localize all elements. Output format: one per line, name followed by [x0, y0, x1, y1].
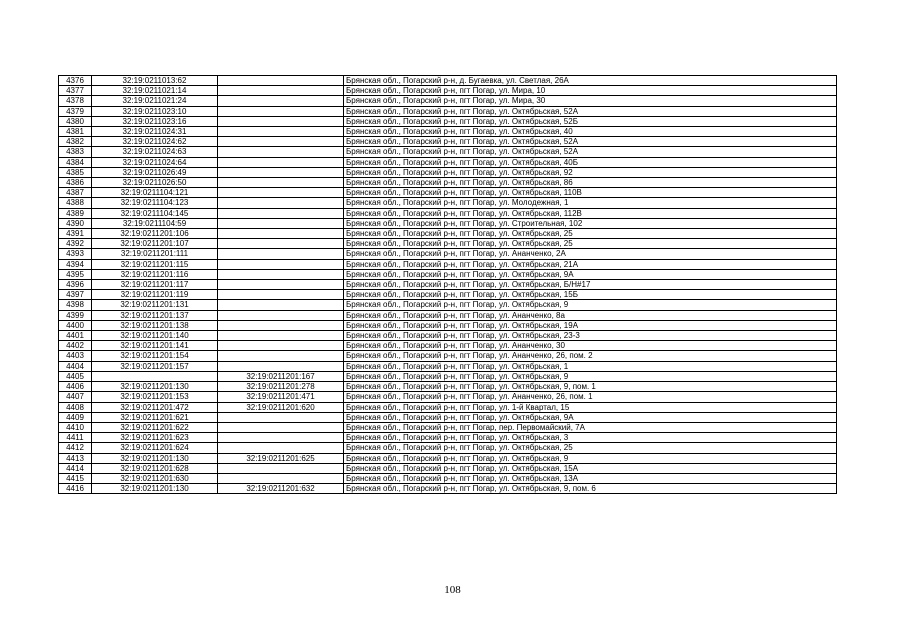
table-row	[59, 361, 837, 371]
row-number-cell: 4403	[59, 351, 92, 361]
cadastral-number-cell: 32:19:0211201:130	[92, 382, 218, 392]
row-number-cell: 4409	[59, 412, 92, 422]
linked-cadastral-number-cell	[218, 218, 344, 228]
row-number-cell: 4411	[59, 433, 92, 443]
table-row	[59, 116, 837, 126]
cadastral-number-cell: 32:19:0211201:628	[92, 463, 218, 473]
address-cell: Брянская обл., Погарский р-н, пгт Погар, ул. Октябрьская, 21А	[344, 259, 837, 269]
row-number-cell: 4396	[59, 280, 92, 290]
table-body	[59, 76, 837, 494]
cadastral-number-cell: 32:19:0211104:121	[92, 188, 218, 198]
address-cell: Брянская обл., Погарский р-н, пгт Погар, ул. Октябрьская, 9, пом. 1	[344, 382, 837, 392]
row-number-cell: 4379	[59, 106, 92, 116]
table-row	[59, 280, 837, 290]
row-number-cell: 4414	[59, 463, 92, 473]
row-number-cell: 4393	[59, 249, 92, 259]
linked-cadastral-number-cell	[218, 198, 344, 208]
cadastral-number-cell: 32:19:0211201:153	[92, 392, 218, 402]
cadastral-number-cell: 32:19:0211104:123	[92, 198, 218, 208]
row-number-cell: 4392	[59, 239, 92, 249]
table-row	[59, 218, 837, 228]
cadastral-number-cell: 32:19:0211024:62	[92, 137, 218, 147]
address-cell: Брянская обл., Погарский р-н, пгт Погар, ул. Молодежная, 1	[344, 198, 837, 208]
cadastral-number-cell: 32:19:0211201:623	[92, 433, 218, 443]
table-row	[59, 239, 837, 249]
address-cell: Брянская обл., Погарский р-н, пгт Погар, ул. Октябрьская, 19А	[344, 320, 837, 330]
cadastral-number-cell: 32:19:0211201:621	[92, 412, 218, 422]
address-cell: Брянская обл., Погарский р-н, пгт Погар, ул. Октябрьская, 52А	[344, 106, 837, 116]
table-row	[59, 402, 837, 412]
address-cell: Брянская обл., Погарский р-н, пгт Погар, ул. Октябрьская, 1	[344, 361, 837, 371]
address-cell: Брянская обл., Погарский р-н, д. Бугаевка, ул. Светлая, 26А	[344, 76, 837, 86]
linked-cadastral-number-cell	[218, 86, 344, 96]
linked-cadastral-number-cell	[218, 178, 344, 188]
table-row	[59, 310, 837, 320]
cadastral-number-cell: 32:19:0211201:130	[92, 484, 218, 494]
table-row	[59, 371, 837, 381]
cadastral-number-cell: 32:19:0211201:117	[92, 280, 218, 290]
cadastral-number-cell: 32:19:0211104:59	[92, 218, 218, 228]
address-cell: Брянская обл., Погарский р-н, пгт Погар, ул. Октябрьская, 9А	[344, 269, 837, 279]
linked-cadastral-number-cell	[218, 239, 344, 249]
table-row	[59, 178, 837, 188]
cadastral-number-cell: 32:19:0211024:64	[92, 157, 218, 167]
row-number-cell: 4395	[59, 269, 92, 279]
row-number-cell: 4394	[59, 259, 92, 269]
table-row	[59, 188, 837, 198]
page-number: 108	[444, 584, 461, 596]
linked-cadastral-number-cell	[218, 188, 344, 198]
table-row	[59, 300, 837, 310]
cadastral-number-cell: 32:19:0211201:140	[92, 331, 218, 341]
cadastral-number-cell: 32:19:0211201:130	[92, 453, 218, 463]
address-cell: Брянская обл., Погарский р-н, пгт Погар, ул. Октябрьская, 52А	[344, 147, 837, 157]
row-number-cell: 4399	[59, 310, 92, 320]
address-cell: Брянская обл., Погарский р-н, пгт Погар, ул. Октябрьская, 25	[344, 239, 837, 249]
table-row	[59, 198, 837, 208]
address-cell: Брянская обл., Погарский р-н, пгт Погар, ул. Октябрьская, 112В	[344, 208, 837, 218]
table-row	[59, 76, 837, 86]
row-number-cell: 4390	[59, 218, 92, 228]
row-number-cell: 4388	[59, 198, 92, 208]
linked-cadastral-number-cell	[218, 269, 344, 279]
row-number-cell: 4376	[59, 76, 92, 86]
address-cell: Брянская обл., Погарский р-н, пгт Погар, ул. Ананченко, 2А	[344, 249, 837, 259]
cadastral-number-cell: 32:19:0211023:10	[92, 106, 218, 116]
linked-cadastral-number-cell	[218, 157, 344, 167]
cadastral-number-cell: 32:19:0211026:50	[92, 178, 218, 188]
row-number-cell: 4377	[59, 86, 92, 96]
address-cell: Брянская обл., Погарский р-н, пгт Погар, пер. Первомайский, 7А	[344, 422, 837, 432]
address-cell: Брянская обл., Погарский р-н, пгт Погар, ул. Октябрьская, 3	[344, 433, 837, 443]
linked-cadastral-number-cell	[218, 290, 344, 300]
table-row	[59, 433, 837, 443]
row-number-cell: 4402	[59, 341, 92, 351]
table-row	[59, 412, 837, 422]
linked-cadastral-number-cell	[218, 351, 344, 361]
cadastral-number-cell: 32:19:0211013:62	[92, 76, 218, 86]
cadastral-number-cell: 32:19:0211201:137	[92, 310, 218, 320]
linked-cadastral-number-cell	[218, 463, 344, 473]
address-cell: Брянская обл., Погарский р-н, пгт Погар, ул. Ананченко, 30	[344, 341, 837, 351]
table-row	[59, 106, 837, 116]
linked-cadastral-number-cell	[218, 443, 344, 453]
cadastral-number-cell: 32:19:0211201:116	[92, 269, 218, 279]
address-cell: Брянская обл., Погарский р-н, пгт Погар, ул. Октябрьская, 40	[344, 127, 837, 137]
address-cell: Брянская обл., Погарский р-н, пгт Погар, ул. Строительная, 102	[344, 218, 837, 228]
address-cell: Брянская обл., Погарский р-н, пгт Погар, ул. Ананченко, 8а	[344, 310, 837, 320]
row-number-cell: 4385	[59, 167, 92, 177]
row-number-cell: 4408	[59, 402, 92, 412]
row-number-cell: 4416	[59, 484, 92, 494]
address-cell: Брянская обл., Погарский р-н, пгт Погар, ул. Октябрьская, 52А	[344, 137, 837, 147]
linked-cadastral-number-cell	[218, 106, 344, 116]
linked-cadastral-number-cell	[218, 341, 344, 351]
linked-cadastral-number-cell: 32:19:0211201:625	[218, 453, 344, 463]
table-row	[59, 290, 837, 300]
linked-cadastral-number-cell	[218, 127, 344, 137]
address-cell: Брянская обл., Погарский р-н, пгт Погар, ул. Октябрьская, 13А	[344, 473, 837, 483]
address-cell: Брянская обл., Погарский р-н, пгт Погар, ул. Октябрьская, 86	[344, 178, 837, 188]
address-cell: Брянская обл., Погарский р-н, пгт Погар, ул. Октябрьская, 40Б	[344, 157, 837, 167]
row-number-cell: 4404	[59, 361, 92, 371]
row-number-cell: 4387	[59, 188, 92, 198]
cadastral-number-cell: 32:19:0211104:145	[92, 208, 218, 218]
row-number-cell: 4412	[59, 443, 92, 453]
cadastral-number-cell: 32:19:0211201:131	[92, 300, 218, 310]
linked-cadastral-number-cell	[218, 229, 344, 239]
linked-cadastral-number-cell	[218, 208, 344, 218]
table-row	[59, 463, 837, 473]
table-row	[59, 453, 837, 463]
row-number-cell: 4406	[59, 382, 92, 392]
row-number-cell: 4401	[59, 331, 92, 341]
linked-cadastral-number-cell: 32:19:0211201:471	[218, 392, 344, 402]
linked-cadastral-number-cell	[218, 116, 344, 126]
cadastral-number-cell: 32:19:0211201:141	[92, 341, 218, 351]
table-row	[59, 249, 837, 259]
row-number-cell: 4400	[59, 320, 92, 330]
row-number-cell: 4397	[59, 290, 92, 300]
address-cell: Брянская обл., Погарский р-н, пгт Погар, ул. Октябрьская, 110В	[344, 188, 837, 198]
address-cell: Брянская обл., Погарский р-н, пгт Погар, ул. Ананченко, 26, пом. 2	[344, 351, 837, 361]
address-cell: Брянская обл., Погарский р-н, пгт Погар, ул. Октябрьская, 9, пом. 6	[344, 484, 837, 494]
linked-cadastral-number-cell	[218, 259, 344, 269]
table-row	[59, 484, 837, 494]
address-cell: Брянская обл., Погарский р-н, пгт Погар, ул. Октябрьская, 15Б	[344, 290, 837, 300]
cadastral-number-cell: 32:19:0211023:16	[92, 116, 218, 126]
table-row	[59, 392, 837, 402]
linked-cadastral-number-cell	[218, 137, 344, 147]
cadastral-number-cell: 32:19:0211026:49	[92, 167, 218, 177]
row-number-cell: 4380	[59, 116, 92, 126]
linked-cadastral-number-cell	[218, 300, 344, 310]
linked-cadastral-number-cell	[218, 422, 344, 432]
row-number-cell: 4398	[59, 300, 92, 310]
table-row	[59, 443, 837, 453]
row-number-cell: 4378	[59, 96, 92, 106]
linked-cadastral-number-cell	[218, 96, 344, 106]
table-row	[59, 229, 837, 239]
linked-cadastral-number-cell: 32:19:0211201:620	[218, 402, 344, 412]
address-cell: Брянская обл., Погарский р-н, пгт Погар, ул. 1-й Квартал, 15	[344, 402, 837, 412]
cadastral-number-cell: 32:19:0211201:630	[92, 473, 218, 483]
table-row	[59, 147, 837, 157]
row-number-cell: 4407	[59, 392, 92, 402]
linked-cadastral-number-cell	[218, 320, 344, 330]
address-cell: Брянская обл., Погарский р-н, пгт Погар, ул. Октябрьская, 9	[344, 453, 837, 463]
table-row	[59, 208, 837, 218]
table-row	[59, 157, 837, 167]
linked-cadastral-number-cell	[218, 473, 344, 483]
address-cell: Брянская обл., Погарский р-н, пгт Погар, ул. Мира, 10	[344, 86, 837, 96]
address-cell: Брянская обл., Погарский р-н, пгт Погар, ул. Ананченко, 26, пом. 1	[344, 392, 837, 402]
cadastral-number-cell: 32:19:0211201:107	[92, 239, 218, 249]
cadastral-number-cell: 32:19:0211021:14	[92, 86, 218, 96]
linked-cadastral-number-cell	[218, 361, 344, 371]
linked-cadastral-number-cell	[218, 280, 344, 290]
cadastral-number-cell: 32:19:0211201:138	[92, 320, 218, 330]
cadastral-number-cell: 32:19:0211201:119	[92, 290, 218, 300]
linked-cadastral-number-cell	[218, 412, 344, 422]
address-cell: Брянская обл., Погарский р-н, пгт Погар, ул. Октябрьская, Б/Н#17	[344, 280, 837, 290]
cadastral-number-cell: 32:19:0211024:31	[92, 127, 218, 137]
cadastral-number-cell: 32:19:0211201:472	[92, 402, 218, 412]
linked-cadastral-number-cell	[218, 147, 344, 157]
linked-cadastral-number-cell	[218, 433, 344, 443]
row-number-cell: 4386	[59, 178, 92, 188]
cadastral-number-cell: 32:19:0211201:111	[92, 249, 218, 259]
row-number-cell: 4391	[59, 229, 92, 239]
cadastral-number-cell: 32:19:0211024:63	[92, 147, 218, 157]
linked-cadastral-number-cell	[218, 310, 344, 320]
table-row	[59, 422, 837, 432]
table-row	[59, 382, 837, 392]
row-number-cell: 4405	[59, 371, 92, 381]
row-number-cell: 4384	[59, 157, 92, 167]
linked-cadastral-number-cell	[218, 331, 344, 341]
address-cell: Брянская обл., Погарский р-н, пгт Погар, ул. Октябрьская, 15А	[344, 463, 837, 473]
address-cell: Брянская обл., Погарский р-н, пгт Погар, ул. Октябрьская, 52Б	[344, 116, 837, 126]
address-cell: Брянская обл., Погарский р-н, пгт Погар, ул. Мира, 30	[344, 96, 837, 106]
cadastral-number-cell: 32:19:0211201:154	[92, 351, 218, 361]
table-row	[59, 351, 837, 361]
table-row	[59, 269, 837, 279]
cadastral-number-cell: 32:19:0211201:106	[92, 229, 218, 239]
row-number-cell: 4415	[59, 473, 92, 483]
table-row	[59, 127, 837, 137]
linked-cadastral-number-cell: 32:19:0211201:167	[218, 371, 344, 381]
linked-cadastral-number-cell	[218, 167, 344, 177]
address-cell: Брянская обл., Погарский р-н, пгт Погар, ул. Октябрьская, 9	[344, 371, 837, 381]
cadastral-number-cell: 32:19:0211201:157	[92, 361, 218, 371]
table-row	[59, 167, 837, 177]
row-number-cell: 4383	[59, 147, 92, 157]
row-number-cell: 4382	[59, 137, 92, 147]
address-cell: Брянская обл., Погарский р-н, пгт Погар, ул. Октябрьская, 23-3	[344, 331, 837, 341]
table-row	[59, 320, 837, 330]
table-row	[59, 137, 837, 147]
address-cell: Брянская обл., Погарский р-н, пгт Погар, ул. Октябрьская, 25	[344, 229, 837, 239]
table-row	[59, 96, 837, 106]
table-row	[59, 341, 837, 351]
row-number-cell: 4389	[59, 208, 92, 218]
linked-cadastral-number-cell: 32:19:0211201:278	[218, 382, 344, 392]
cadastral-number-cell: 32:19:0211021:24	[92, 96, 218, 106]
property-register-table	[58, 75, 837, 494]
row-number-cell: 4381	[59, 127, 92, 137]
table-row	[59, 86, 837, 96]
cadastral-number-cell: 32:19:0211201:115	[92, 259, 218, 269]
table-row	[59, 331, 837, 341]
table-row	[59, 473, 837, 483]
linked-cadastral-number-cell	[218, 76, 344, 86]
cadastral-number-cell: 32:19:0211201:622	[92, 422, 218, 432]
table-row	[59, 259, 837, 269]
address-cell: Брянская обл., Погарский р-н, пгт Погар, ул. Октябрьская, 25	[344, 443, 837, 453]
cadastral-number-cell: 32:19:0211201:624	[92, 443, 218, 453]
row-number-cell: 4413	[59, 453, 92, 463]
address-cell: Брянская обл., Погарский р-н, пгт Погар, ул. Октябрьская, 9А	[344, 412, 837, 422]
cadastral-number-cell	[92, 371, 218, 381]
address-cell: Брянская обл., Погарский р-н, пгт Погар, ул. Октябрьская, 9	[344, 300, 837, 310]
address-cell: Брянская обл., Погарский р-н, пгт Погар, ул. Октябрьская, 92	[344, 167, 837, 177]
row-number-cell: 4410	[59, 422, 92, 432]
linked-cadastral-number-cell	[218, 249, 344, 259]
linked-cadastral-number-cell: 32:19:0211201:632	[218, 484, 344, 494]
